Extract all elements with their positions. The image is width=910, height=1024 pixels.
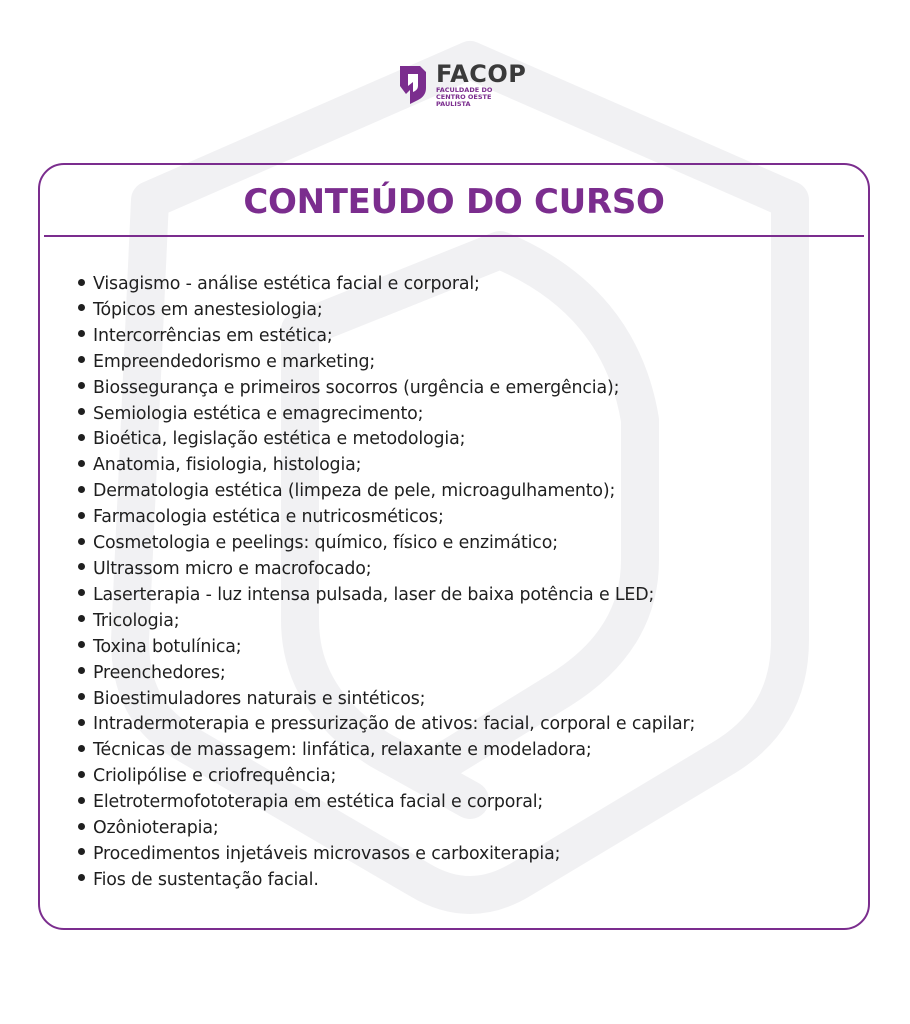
card-title: CONTEÚDO DO CURSO	[243, 182, 665, 222]
topic-list	[78, 272, 695, 894]
topic-text: Fios de sustentação facial.	[93, 869, 319, 890]
topic-text: Bioética, legislação estética e metodologia;	[93, 429, 466, 450]
list-item	[78, 427, 695, 453]
list-item	[78, 531, 695, 557]
list-item	[78, 453, 695, 479]
bullet-icon	[78, 823, 85, 830]
bullet-icon	[78, 797, 85, 804]
bullet-icon	[78, 667, 85, 674]
bullet-icon	[78, 538, 85, 545]
topic-text: Cosmetologia e peelings: químico, físico e enzimático;	[93, 533, 558, 554]
topic-text: Preenchedores;	[93, 662, 226, 683]
bullet-icon	[78, 693, 85, 700]
bullet-icon	[78, 382, 85, 389]
bullet-icon	[78, 719, 85, 726]
topic-text: Laserterapia - luz intensa pulsada, laser de baixa potência e LED;	[93, 584, 655, 605]
bullet-icon	[78, 745, 85, 752]
list-item	[78, 505, 695, 531]
topic-text: Anatomia, fisiologia, histologia;	[93, 455, 362, 476]
list-item	[78, 661, 695, 687]
topic-text: Semiologia estética e emagrecimento;	[93, 403, 424, 424]
list-item	[78, 583, 695, 609]
list-item	[78, 376, 695, 402]
bullet-icon	[78, 771, 85, 778]
logo-name: FACOP	[436, 59, 527, 88]
list-item	[78, 842, 695, 868]
topic-text: Bioestimuladores naturais e sintéticos;	[93, 688, 426, 709]
topic-text: Biossegurança e primeiros socorros (urgência e emergência);	[93, 377, 620, 398]
bullet-icon	[78, 434, 85, 441]
course-content-card	[38, 163, 870, 930]
bullet-icon	[78, 563, 85, 570]
bullet-icon	[78, 330, 85, 337]
bullet-icon	[78, 486, 85, 493]
topic-text: Tricologia;	[93, 610, 180, 631]
bullet-icon	[78, 408, 85, 415]
topic-text: Visagismo - análise estética facial e corporal;	[93, 274, 480, 294]
bullet-icon	[78, 356, 85, 363]
topic-text: Farmacologia estética e nutricosméticos;	[93, 507, 444, 528]
topic-text: Ozônioterapia;	[93, 818, 219, 839]
topic-text: Eletrotermofototerapia em estética facial e corporal;	[93, 792, 544, 813]
logo-subtitle: FACULDADE DO CENTRO OESTE PAULISTA	[436, 85, 493, 108]
topic-text: Toxina botulínica;	[93, 636, 242, 657]
list-item	[78, 738, 695, 764]
list-item	[78, 816, 695, 842]
logo-text	[436, 61, 526, 108]
list-item	[78, 609, 695, 635]
topic-text: Técnicas de massagem: linfática, relaxante e modeladora;	[93, 740, 592, 761]
facop-logo-icon	[396, 62, 430, 106]
topic-text: Intradermoterapia e pressurização de ativos: facial, corporal e capilar;	[93, 714, 696, 735]
list-item	[78, 712, 695, 738]
facop-logo	[396, 58, 526, 110]
list-item	[78, 298, 695, 324]
bullet-icon	[78, 512, 85, 519]
bullet-icon	[78, 641, 85, 648]
bullet-icon	[78, 874, 85, 881]
list-item	[78, 557, 695, 583]
bullet-icon	[78, 848, 85, 855]
topic-text: Procedimentos injetáveis microvasos e carboxiterapia;	[93, 843, 561, 864]
list-item	[78, 868, 695, 894]
list-item	[78, 272, 695, 298]
list-item	[78, 479, 695, 505]
list-item	[78, 790, 695, 816]
list-item	[78, 324, 695, 350]
topic-text: Dermatologia estética (limpeza de pele, microagulhamento);	[93, 481, 616, 502]
topic-text: Tópicos em anestesiologia;	[93, 299, 323, 320]
bullet-icon	[78, 279, 85, 286]
topic-text: Intercorrências em estética;	[93, 325, 333, 346]
bullet-icon	[78, 304, 85, 311]
list-item	[78, 350, 695, 376]
topic-text: Criolipólise e criofrequência;	[93, 766, 337, 787]
bullet-icon	[78, 589, 85, 596]
bullet-icon	[78, 460, 85, 467]
list-item	[78, 764, 695, 790]
title-divider	[44, 235, 864, 237]
topic-text: Empreendedorismo e marketing;	[93, 351, 376, 372]
bullet-icon	[78, 615, 85, 622]
topic-text: Ultrassom micro e macrofocado;	[93, 558, 372, 579]
list-item	[78, 402, 695, 428]
list-item	[78, 635, 695, 661]
list-item	[78, 687, 695, 713]
